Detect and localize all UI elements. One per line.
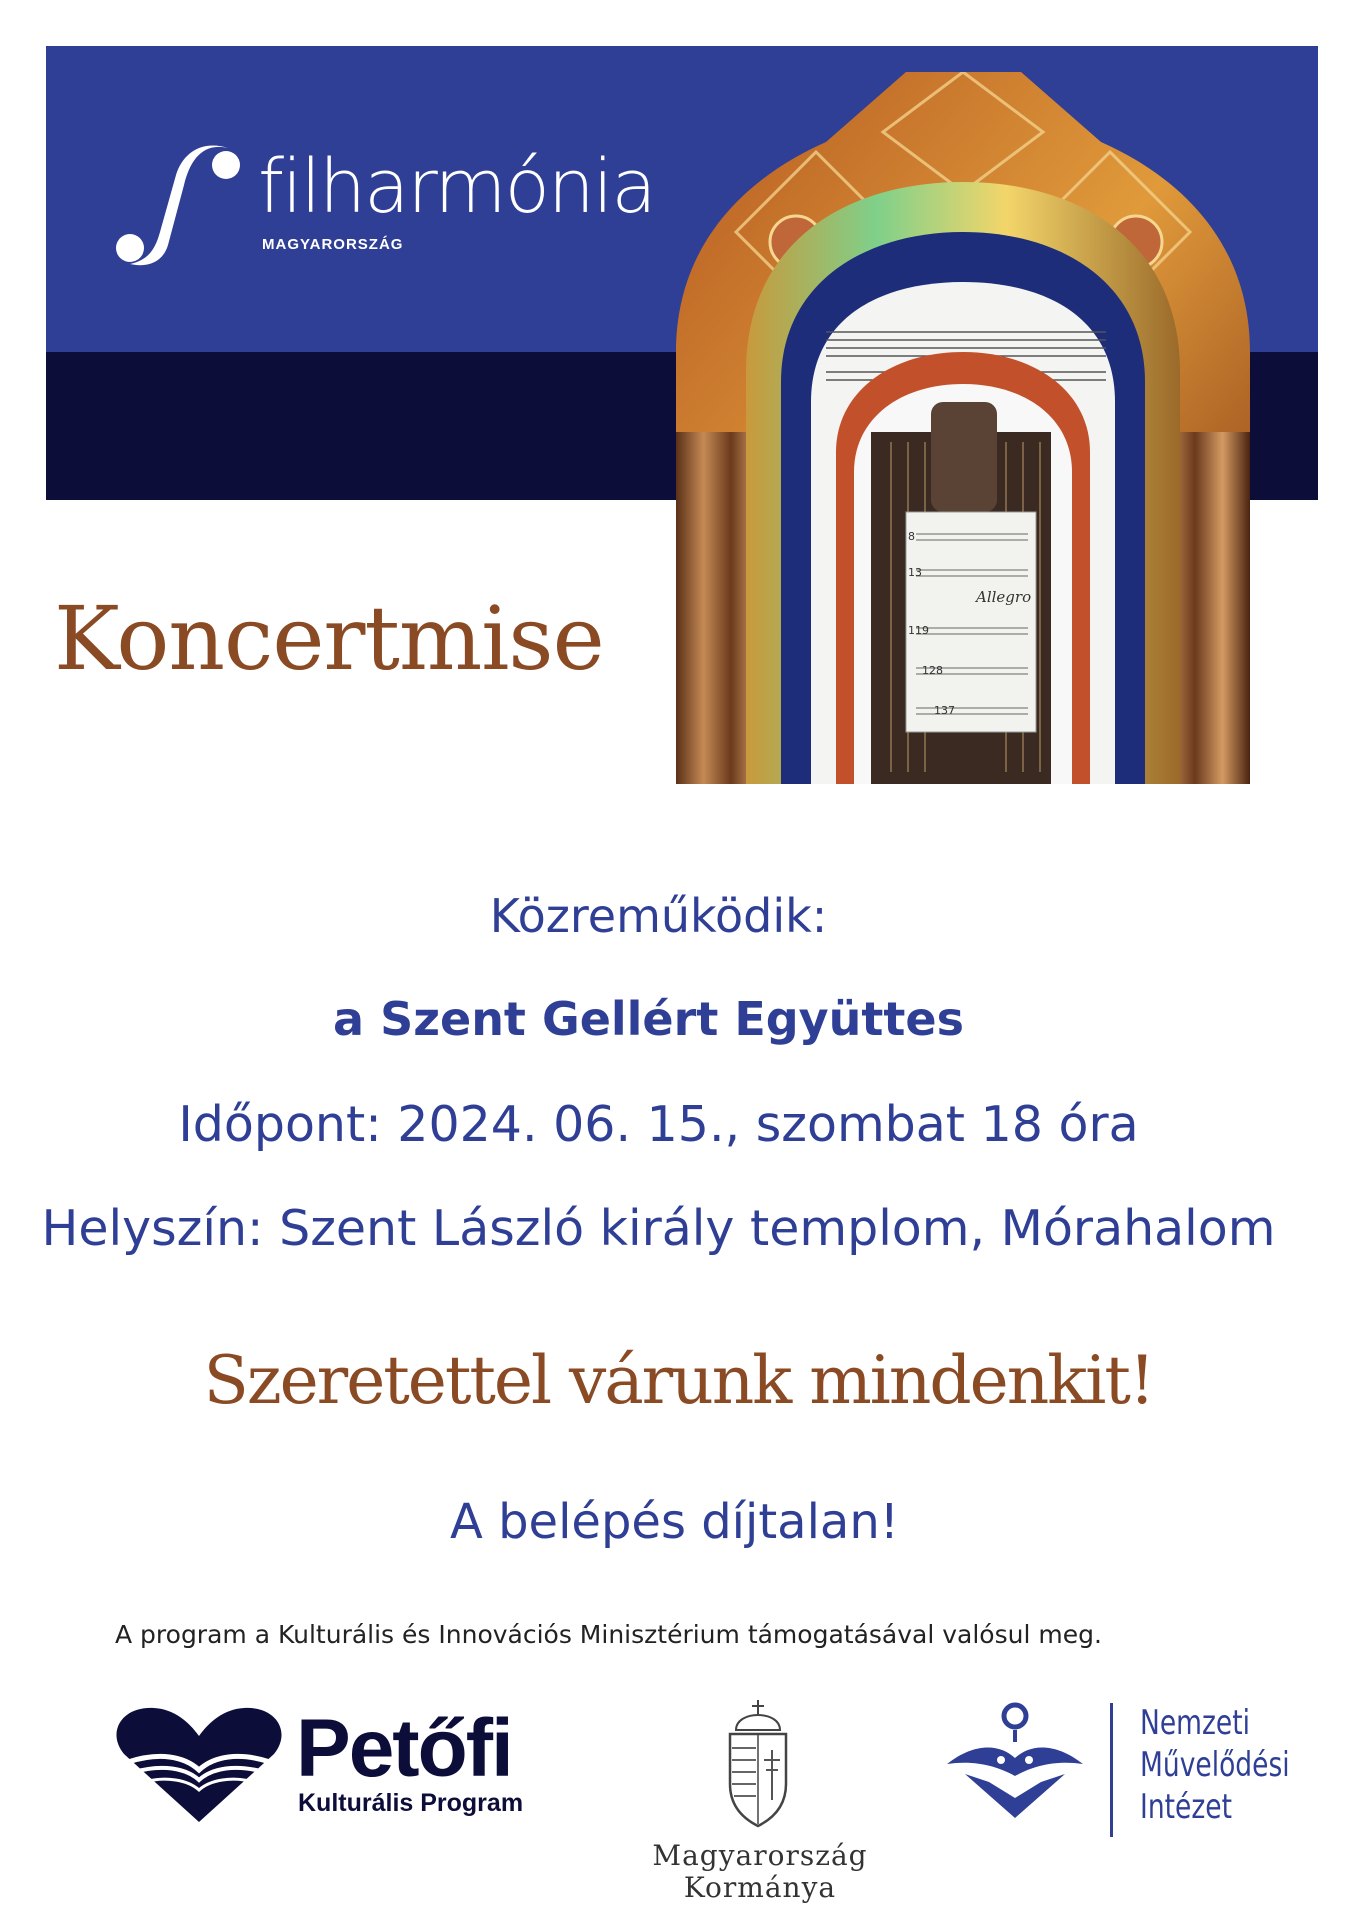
sheet-label-8: 8	[908, 530, 915, 543]
sheet-label-allegro: Allegro	[976, 588, 1032, 606]
sheet-label-13: 13	[908, 566, 922, 579]
admission-note: A belépés díjtalan!	[449, 1494, 899, 1550]
logo-name: filharmónia	[258, 144, 655, 230]
hungarian-coat-of-arms-icon	[722, 1700, 794, 1830]
support-note: A program a Kulturális és Innovációs Minisztérium támogatásával valósul meg.	[115, 1620, 1102, 1649]
event-venue: Helyszín: Szent László király templom, Mórahalom	[41, 1200, 1276, 1257]
sheet-label-128: 128	[922, 664, 943, 677]
church-organ-collage	[676, 72, 1250, 784]
nmi-line-2: Művelődési	[1140, 1745, 1290, 1785]
concert-title: Koncertmise	[54, 587, 604, 690]
nmi-line-1: Nemzeti	[1140, 1703, 1250, 1743]
government-line-1: Magyarország	[652, 1839, 868, 1872]
government-line-2: Kormánya	[683, 1871, 837, 1904]
sheet-label-137: 137	[934, 704, 955, 717]
petofi-heart-book-icon	[114, 1704, 284, 1824]
event-time: Időpont: 2024. 06. 15., szombat 18 óra	[178, 1096, 1139, 1153]
f-clef-logo-icon	[108, 140, 248, 270]
petofi-logo-name: Petőfi	[296, 1703, 512, 1794]
performer-label: Közreműködik:	[489, 889, 828, 943]
logo-subtitle: MAGYARORSZÁG	[262, 236, 404, 253]
nmi-line-3: Intézet	[1140, 1787, 1232, 1827]
nmi-folk-motif-icon	[945, 1702, 1085, 1820]
petofi-logo-subtitle: Kulturális Program	[298, 1789, 524, 1817]
sheet-label-119: 119	[908, 624, 929, 637]
performer-name: a Szent Gellért Együttes	[333, 992, 964, 1046]
nmi-divider	[1110, 1703, 1113, 1837]
greeting: Szeretettel várunk mindenkit!	[203, 1342, 1154, 1419]
